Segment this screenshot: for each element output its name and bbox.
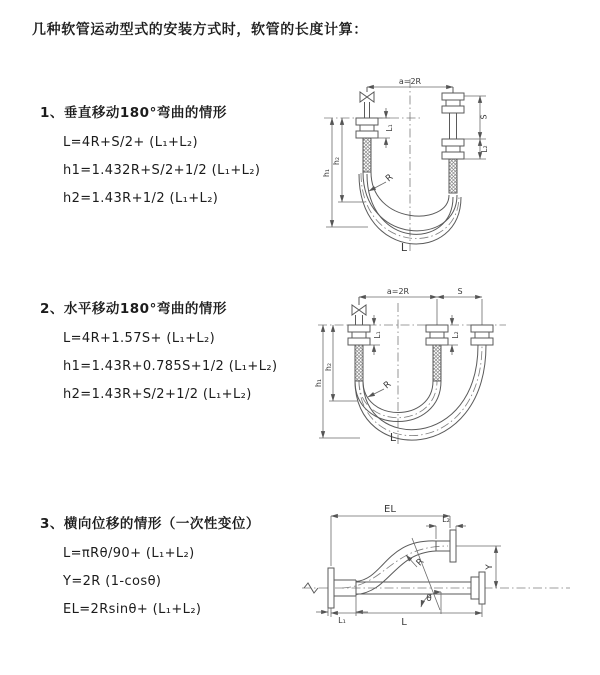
- diagram-vertical-bend: [310, 75, 590, 260]
- dim-label-l: L: [401, 617, 407, 628]
- dim-label-l2: L₂: [480, 145, 489, 153]
- left-pipe-assembly: [356, 87, 378, 172]
- formula-h2: h2=1.43R+S/2+1/2 (L₁+L₂): [63, 387, 252, 402]
- dim-label-s: S: [479, 114, 489, 120]
- left-pipe-assembly: [348, 297, 370, 381]
- dim-label-r: R: [384, 172, 396, 185]
- dimension-lines: [316, 504, 501, 628]
- formula-h1: h1=1.43R+0.785S+1/2 (L₁+L₂): [63, 359, 278, 374]
- formula-L: L=4R+S/2+ (L₁+L₂): [63, 135, 199, 150]
- centerlines: [318, 303, 506, 445]
- hose-curves: [355, 345, 486, 440]
- right-pipe-assembly: [471, 299, 493, 345]
- dim-label-y: Y: [485, 564, 495, 570]
- dim-label-l1: L₁: [373, 331, 382, 339]
- valve-icon: [352, 305, 359, 315]
- dim-label-a2r: a=2R: [398, 77, 422, 86]
- section-horizontal-bend: [40, 300, 277, 402]
- dim-label-el: EL: [384, 504, 396, 515]
- dim-label-r: R: [382, 379, 394, 392]
- dim-label-l1: L₁: [338, 616, 346, 625]
- formula-L: L=πRθ/90+ (L₁+L₂): [63, 546, 195, 561]
- diagram-lateral-displacement: [298, 500, 598, 650]
- formula-L: L=4R+1.57S+ (L₁+L₂): [63, 331, 216, 346]
- formula-h1: h1=1.432R+S/2+1/2 (L₁+L₂): [63, 163, 261, 178]
- hose-curve: [356, 541, 436, 595]
- dim-label-h1: h₁: [322, 168, 331, 178]
- section-3-heading: 3、横向位移的情形（一次性变位）: [40, 516, 260, 532]
- formula-EL: EL=2Rsinθ+ (L₁+L₂): [63, 602, 202, 617]
- section-2-heading: 2、水平移动180°弯曲的情形: [40, 301, 227, 317]
- dim-label-h2: h₂: [324, 362, 333, 372]
- dim-label-s: S: [457, 287, 463, 296]
- page-title: 几种软管运动型式的安装方式时，软管的长度计算：: [32, 22, 368, 38]
- dim-label-a2r: a=2R: [386, 287, 410, 296]
- dim-label-r: R: [414, 556, 427, 569]
- dim-label-h1: h₁: [314, 378, 323, 388]
- right-pipe-assembly: [442, 87, 464, 193]
- section-1-heading: 1、垂直移动180°弯曲的情形: [40, 105, 227, 121]
- diagram-horizontal-bend: [310, 283, 590, 453]
- valve-icon: [360, 92, 367, 102]
- dim-label-l: L: [400, 241, 408, 254]
- centerlines: [302, 546, 570, 593]
- section-lateral-displacement: [40, 515, 260, 617]
- formula-h2: h2=1.43R+1/2 (L₁+L₂): [63, 191, 219, 206]
- dim-label-l1: L₁: [385, 124, 394, 132]
- dimension-lines: [322, 77, 489, 254]
- dim-label-l2: L₂: [451, 331, 460, 339]
- middle-pipe-assembly: [426, 299, 448, 381]
- dim-label-h2: h₂: [332, 156, 341, 166]
- dim-label-theta: θ: [426, 594, 432, 604]
- dim-label-l2: L₂: [442, 515, 450, 524]
- formula-Y: Y=2R (1-cosθ): [63, 574, 162, 589]
- dim-label-l: L: [389, 431, 397, 444]
- section-vertical-bend: [40, 104, 260, 206]
